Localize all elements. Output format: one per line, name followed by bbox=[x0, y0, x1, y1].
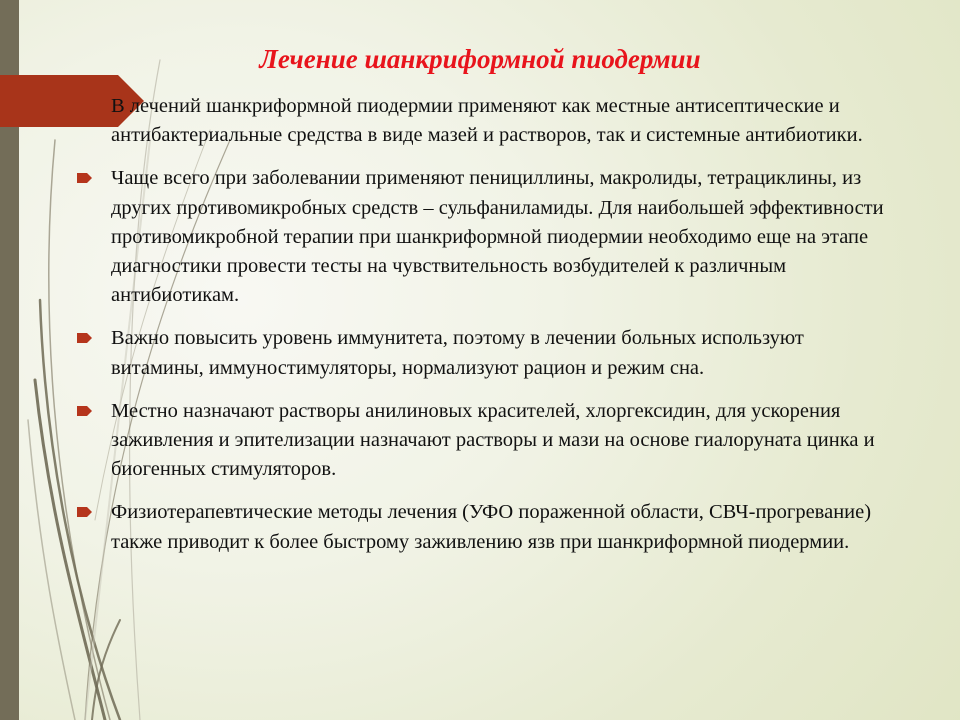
list-item-text: Местно назначают растворы анилиновых красителей, хлоргексидин, для ускорения заживления и эпителизации назначают растворы и мази на основе гиалоруната цинка и биогенных стимуляторов. bbox=[111, 399, 875, 481]
list-item-text: В лечений шанкриформной пиодермии применяют как местные антисептические и антибактериальные средства в виде мазей и растворов, так и системные антибиотики. bbox=[111, 95, 863, 147]
pentagon-arrow-bullet-icon bbox=[77, 406, 92, 416]
list-item-text: Чаще всего при заболевании применяют пенициллины, макролиды, тетрациклины, из других противомикробных средств – сульфаниламиды. Для наибольшей эффективности противомикробной терапии при шанкриформной пиодермии необходимо еще на этапе диагностики провести тесты на чувствительность возбудителей к различным антибиотикам. bbox=[111, 167, 884, 307]
list-item bbox=[77, 498, 897, 556]
pentagon-arrow-bullet-icon bbox=[77, 507, 92, 517]
slide-title: Лечение шанкриформной пиодермии bbox=[259, 44, 701, 74]
list-item bbox=[77, 324, 897, 382]
list-item-text: Физиотерапевтические методы лечения (УФО пораженной области, СВЧ-прогревание) также приводит к более быстрому заживлению язв при шанкриформной пиодермии. bbox=[111, 501, 872, 553]
list-item-text: Важно повысить уровень иммунитета, поэтому в лечении больных используют витамины, иммуностимуляторы, нормализуют рацион и режим сна. bbox=[111, 327, 804, 379]
list-item bbox=[77, 164, 897, 310]
bullet-list bbox=[77, 92, 897, 571]
list-item bbox=[77, 92, 897, 150]
list-item bbox=[77, 397, 897, 485]
pentagon-arrow-bullet-icon bbox=[77, 333, 92, 343]
pentagon-arrow-bullet-icon bbox=[77, 173, 92, 183]
